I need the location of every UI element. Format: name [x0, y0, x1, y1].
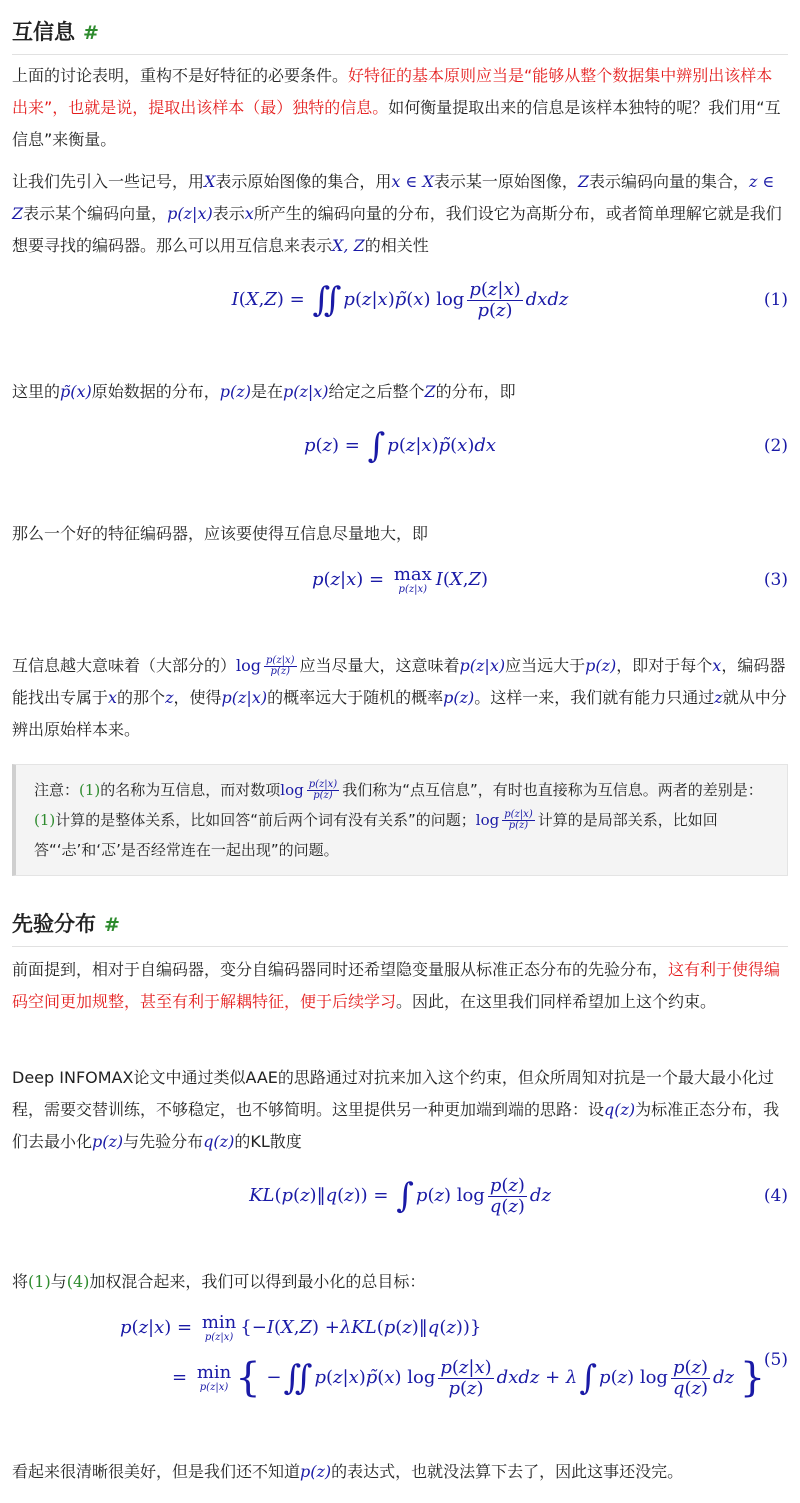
text: 让我们先引入一些记号，用: [12, 172, 205, 191]
equation-2: p ( z ) = ∫ p ( z | x ) p̃ ( x ) dx (2): [303, 426, 788, 466]
equation-5: p ( z | x ) = min p(z|x) {− I ( X , Z ) + λKL ( p ( z )‖ q ( z ))} = min p(z|x) { − ∬ p ( z | x ) p̃ ( x ) log $\frac{p(z|x)}{p(z)}$ dxdz + λ ∫ p ( z ) log $\frac{p(z)}{q(z)}$ dz } (5): [120, 1312, 788, 1402]
text: 。因此，在这里我们同样希望加上这个约束。: [396, 992, 717, 1011]
section-title: 互信息: [12, 20, 75, 44]
math-expression: p(z|x): [221, 688, 268, 707]
equation-number: (1): [763, 290, 788, 310]
heading-anchor-link[interactable]: #: [83, 22, 99, 44]
math-expression: p̃(x): [60, 382, 92, 401]
text: 。这样一来，我们就有能力只通过: [474, 688, 715, 707]
math-expression: p(z): [300, 1462, 332, 1481]
highlight-text: 好特征的基本原则应当是“能够从整个数据集中辨别出该样本出来”，也就是说，提取出该样本（最）独特的信息。: [12, 66, 773, 117]
text: Deep INFOMAX论文中通过类似AAE的思路通过对抗来加入这个约束，但众所周知对抗是一个最大最小化过程，需要交替训练，不够稳定，也不够简明。这里提供另一种更加端到端的思路：设: [12, 1068, 774, 1119]
text: 前面提到，相对于自编码器，变分自编码器同时还希望隐变量服从标准正态分布的先验分布，: [12, 960, 669, 979]
section-title: 先验分布: [12, 912, 96, 936]
math-expression: p(z): [92, 1132, 124, 1151]
text: 应当尽量大，这意味着: [299, 656, 460, 675]
section-heading-mutual-information: [12, 14, 788, 55]
text: 表示编码向量的集合，: [589, 172, 750, 191]
section-heading-prior-distribution: [12, 906, 788, 947]
text: 如何衡量提取出来的信息是该样本独特的呢？我们用“互信息”来衡量。: [12, 98, 781, 149]
math-symbol: Z: [424, 382, 436, 401]
highlight-text: 这有利于使得编码空间更加规整，甚至有利于解耦特征，便于后续学习: [12, 960, 781, 1011]
equation-1: I ( X , Z ) = ∬ p ( z | x ) p̃ ( x ) log $\frac{p(z|x)}{p(z)}$ dxdz (1): [231, 278, 788, 321]
text: ，即对于每个: [616, 656, 713, 675]
text: 的概率远大于随机的概率: [267, 688, 444, 707]
text: 我们称为“点互信息”，有时也直接称为互信息。两者的差别是：: [342, 781, 763, 799]
math-symbol: x: [108, 688, 118, 707]
equation-number: (5): [763, 1350, 788, 1370]
text: 应当远大于: [505, 656, 586, 675]
math-expression: X, Z: [332, 236, 365, 255]
text: 与: [50, 1272, 67, 1291]
equation-4: KL ( p ( z )‖ q ( z )) = ∫ p ( z ) log $\frac{p(z)}{q(z)}$ dz (4): [249, 1174, 788, 1217]
math-symbol: z: [714, 688, 723, 707]
text: 看起来很清晰很美好，但是我们还不知道: [12, 1462, 301, 1481]
paragraph: [12, 1456, 788, 1488]
text: 表示原始图像的集合，用: [215, 172, 392, 191]
math-expression: p(z): [585, 656, 617, 675]
math-symbol: z: [165, 688, 174, 707]
math-expression: p(z|x): [459, 656, 506, 675]
paragraph: [12, 518, 788, 550]
equation-reference[interactable]: (4): [66, 1272, 90, 1291]
equation-reference[interactable]: (1): [79, 781, 101, 799]
text: 原始数据的分布，: [91, 382, 220, 401]
heading-anchor-link[interactable]: #: [104, 914, 120, 936]
text: 的表达式，也就没法算下去了，因此这事还没完。: [331, 1462, 684, 1481]
math-expression: q(z): [604, 1100, 636, 1119]
text: 加权混合起来，我们可以得到最小化的总目标：: [89, 1272, 426, 1291]
equation-number: (4): [763, 1186, 788, 1206]
math-symbol: Z: [577, 172, 589, 191]
equation-reference[interactable]: (1): [34, 811, 56, 829]
math-expression: z ∈ Z: [12, 172, 775, 223]
paragraph: [12, 1062, 788, 1158]
text: 那么一个好的特征编码器，应该要使得互信息尽量地大，即: [12, 524, 429, 543]
text: 上面的讨论表明，重构不是好特征的必要条件。: [12, 66, 349, 85]
math-symbol: x: [712, 656, 722, 675]
text: 所产生的编码向量的分布，我们设它为高斯分布，或者简单理解它就是我们想要寻找的编码器。那么可以用互信息来表示: [12, 204, 782, 255]
text: 为标准正态分布，我们去最小化: [12, 1100, 780, 1151]
equation-reference[interactable]: (1): [28, 1272, 51, 1291]
note-callout: 注意：(1)的名称为互信息，而对数项log $\frac{p(z|x)}{p(z)}$ 我们称为“点互信息”，有时也直接称为互信息。两者的差别是：(1)计算的是整体关系，比如回答“前后两个词有没有关系”的问题；log $\frac{p(z|x)}{p(z)}$ 计算的是局部关系，比如回答“‘忐’和‘忑’是否经常连在一起出现”的问题。: [12, 764, 788, 876]
math-expression: p(z): [443, 688, 475, 707]
text: 注意：: [34, 781, 80, 799]
paragraph: [12, 376, 788, 408]
math-symbol: x: [244, 204, 254, 223]
text: 就从中分辨出原始样本来。: [12, 688, 787, 739]
text: 互信息越大意味着（大部分的）: [12, 656, 237, 675]
text: 计算的是整体关系，比如回答“前后两个词有没有关系”的问题；: [55, 811, 476, 829]
text: 表示某一原始图像，: [433, 172, 578, 191]
text: 的名称为互信息，而对数项: [100, 781, 281, 799]
text: 与先验分布: [123, 1132, 204, 1151]
math-symbol: X: [204, 172, 216, 191]
equation-number: (3): [763, 570, 788, 590]
text: 将: [12, 1272, 29, 1291]
equation-3: p ( z | x ) = max p(z|x) I ( X , Z ) (3): [311, 564, 788, 595]
paragraph: [12, 954, 788, 1018]
text: 的那个: [117, 688, 166, 707]
math-expression: x ∈ X: [391, 172, 434, 191]
text: 给定之后整个: [328, 382, 425, 401]
paragraph: [12, 1266, 788, 1298]
text: ，使得: [173, 688, 222, 707]
math-expression: p(z|x): [167, 204, 213, 223]
math-expression: q(z): [203, 1132, 235, 1151]
text: 计算的是局部关系，比如回答“‘忐’和‘忑’是否经常连在一起出现”的问题。: [34, 811, 718, 859]
paragraph: [12, 60, 788, 156]
paragraph: [12, 166, 788, 262]
paragraph: 互信息越大意味着（大部分的）log $\frac{p(z|x)}{p(z)}$ 应当尽量大，这意味着p(z|x)应当远大于p(z)，即对于每个x，编码器能找出专属于x的那个z，使得p(z|x)的概率远大于随机的概率p(z)。这样一来，我们就有能力只通过z就从中分辨出原始样本来。: [12, 654, 787, 739]
math-expression: p(z): [219, 382, 251, 401]
text: 这里的: [12, 382, 61, 401]
text: 是在: [250, 382, 283, 401]
math-expression: p(z|x): [282, 382, 329, 401]
text: 的KL散度: [234, 1132, 302, 1151]
text: 的相关性: [364, 236, 429, 255]
text: 表示: [212, 204, 245, 223]
equation-number: (2): [763, 436, 788, 456]
text: 表示某个编码向量，: [23, 204, 168, 223]
text: 的分布，即: [435, 382, 516, 401]
text: ，编码器能找出专属于: [12, 656, 786, 707]
